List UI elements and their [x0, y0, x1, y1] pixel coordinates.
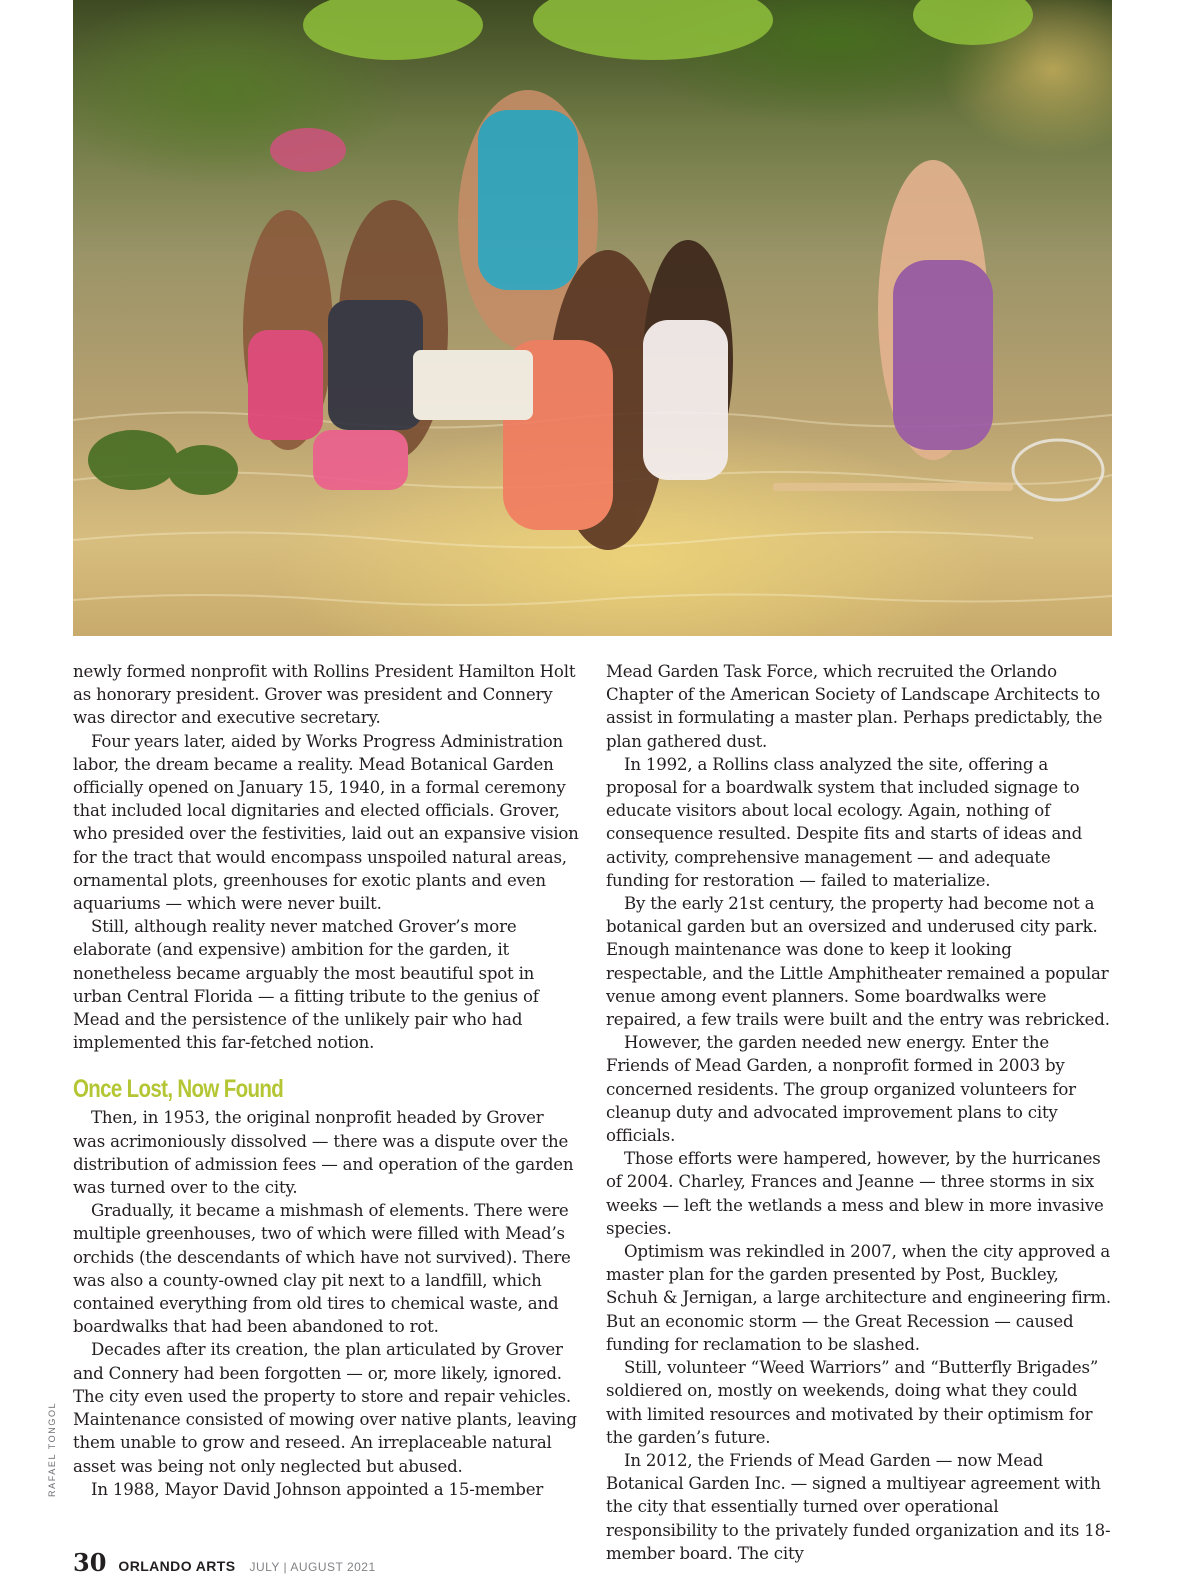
- paragraph: In 1992, a Rollins class analyzed the site, offering a proposal for a boardwalk system that included signage to educate visitors about local ecology. Again, nothing of consequence resulted. Despite fits and starts of ideas and activity, comprehensive management — and adequate funding for restoration — failed to materialize.: [606, 754, 1083, 890]
- paragraph: However, the garden needed new energy. Enter the Friends of Mead Garden, a nonprofit formed in 2003 by concerned residents. The group organized volunteers for cleanup duty and advocated improvement plans to city officials.: [606, 1033, 1076, 1146]
- paragraph: Gradually, it became a mishmash of elements. There were multiple greenhouses, two of which were filled with Mead’s orchids (the descendants of which have not survived). There was also a county-owned clay pit next to a landfill, which contained everything from old tires to chemical waste, and boardwalks that had been abandoned to rot.: [73, 1201, 571, 1337]
- paragraph: Then, in 1953, the original nonprofit headed by Grover was acrimoniously dissolved — there was a dispute over the distribution of admission fees — and operation of the garden was turned over to the city.: [73, 1108, 574, 1198]
- paragraph: Still, volunteer “Weed Warriors” and “Butterfly Brigades” soldiered on, mostly on weekends, doing what they could with limited resources and motivated by their optimism for the garden’s future.: [606, 1358, 1099, 1447]
- photo-children-in-creek: [73, 0, 1112, 636]
- photo-credit: RAFAEL TONGOL: [47, 1401, 57, 1497]
- paragraph: Decades after its creation, the plan articulated by Grover and Connery had been forgotten — or, more likely, ignored. The city even used the property to store and repair vehicles. Maintenance consisted of mowing over native plants, leaving them unable to grow and reseed. An irreplaceable natural asset was being not only neglected but abused.: [73, 1340, 577, 1476]
- paragraph: Still, although reality never matched Grover’s more elaborate (and expensive) ambition for the garden, it nonetheless became arguably the most beautiful spot in urban Central Florida — a fitting tribute to the genius of Mead and the persistence of the unlikely pair who had implemented this far-fetched notion.: [73, 917, 539, 1053]
- page-footer: [73, 1548, 376, 1577]
- right-column: [606, 660, 1112, 1565]
- page-number: 30: [73, 1548, 107, 1577]
- magazine-name: ORLANDO ARTS: [118, 1558, 236, 1574]
- paragraph: In 1988, Mayor David Johnson appointed a 15-member: [91, 1479, 544, 1499]
- paragraph: In 2012, the Friends of Mead Garden — now Mead Botanical Garden Inc. — signed a multiyear agreement with the city that essentially turned over operational responsibility to the privately funded organization and its 18-member board. The city: [606, 1450, 1111, 1563]
- paragraph: Those efforts were hampered, however, by the hurricanes of 2004. Charley, Frances and Jeanne — three storms in six weeks — left the wetlands a mess and blew in more invasive species.: [606, 1149, 1104, 1238]
- paragraph: By the early 21st century, the property had become not a botanical garden but an oversized and underused city park. Enough maintenance was done to keep it looking respectable, and the Little Amphitheater remained a popular venue among event planners. Some boardwalks were repaired, a few trails were built and the entry was rebricked.: [606, 894, 1110, 1030]
- paragraph: newly formed nonprofit with Rollins President Hamilton Holt as honorary president. Grover was president and Connery was director and executive secretary.: [73, 662, 576, 728]
- section-subhead: Once Lost, Now Found: [73, 1075, 284, 1104]
- paragraph: Mead Garden Task Force, which recruited the Orlando Chapter of the American Society of Landscape Architects to assist in formulating a master plan. Perhaps predictably, the plan gathered dust.: [606, 662, 1103, 751]
- photo-illustration: [73, 0, 1112, 636]
- issue-date: JULY | AUGUST 2021: [249, 1560, 376, 1574]
- paragraph: Four years later, aided by Works Progress Administration labor, the dream became a reality. Mead Botanical Garden officially opened on January 15, 1940, in a formal ceremony that included local dignitaries and elected officials. Grover, who presided over the festivities, laid out an expansive vision for the tract that would encompass unspoiled natural areas, ornamental plots, greenhouses for exotic plants and even aquariums — which were never built.: [73, 731, 579, 914]
- paragraph: Optimism was rekindled in 2007, when the city approved a master plan for the garden presented by Post, Buckley, Schuh & Jernigan, a large architecture and engineering firm. But an economic storm — the Great Recession — caused funding for reclamation to be slashed.: [606, 1242, 1111, 1354]
- left-column: [73, 660, 579, 1501]
